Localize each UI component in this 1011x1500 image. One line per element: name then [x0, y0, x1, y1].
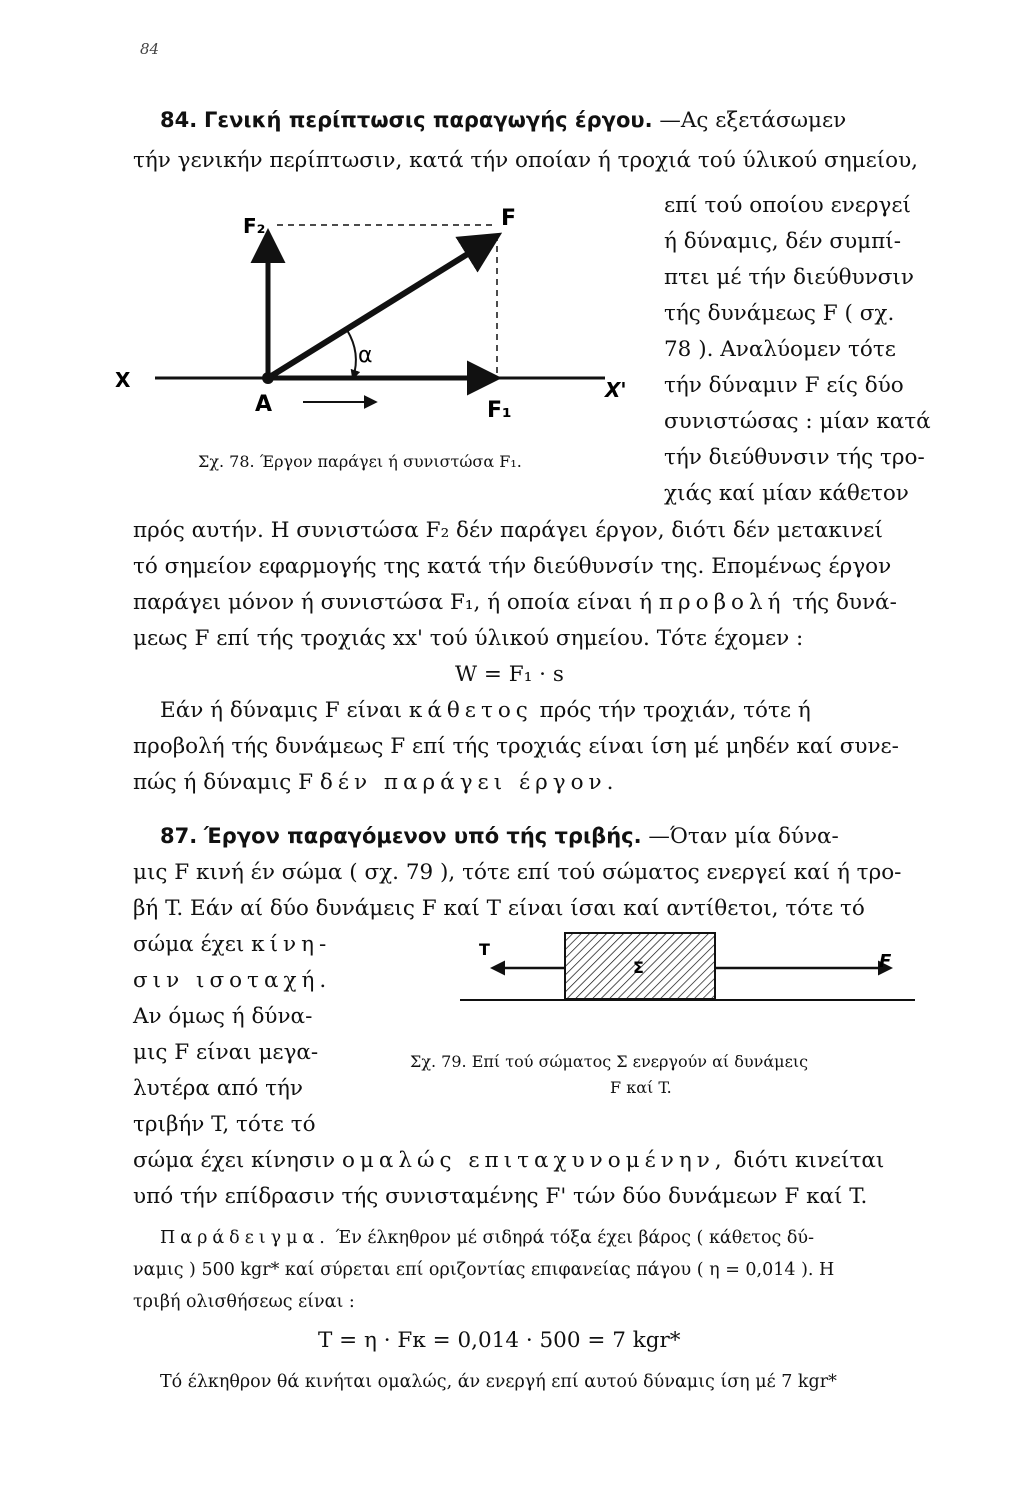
label-f1: F₁: [487, 398, 512, 423]
section-number: 84.: [160, 108, 198, 132]
spaced-word: κίνη-: [251, 932, 332, 957]
figure-78-caption: Σχ. 78. Έργον παράγει ή συνιστώσα F₁.: [198, 452, 522, 471]
text-line: [133, 592, 897, 614]
f-vector: [268, 237, 495, 378]
label-f2: F₂: [243, 214, 266, 238]
angle-arc: [347, 330, 356, 378]
text-line: τήν διεύθυνσιν τής τρο-: [664, 445, 925, 470]
text-line: επί τού οποίου ενεργεί: [664, 193, 911, 218]
text-span: παράγει μόνον ή συνιστώσα F₁, ή οποία είναι ή: [133, 590, 653, 615]
text-line: 78 ). Αναλύομεν τότε: [664, 337, 896, 362]
spaced-word: ομαλώς επιταχυνομένην,: [341, 1148, 727, 1173]
section-title: Έργον παραγόμενον υπό τής τριβής.: [204, 824, 642, 848]
spaced-word: δέν παράγει έργον.: [319, 770, 619, 795]
point-a: [262, 372, 274, 384]
text-line: [160, 700, 811, 722]
label-x-prime: X': [605, 378, 627, 402]
text-line: [133, 934, 331, 956]
figure-79-caption: Σχ. 79. Επί τού σώματος Σ ενεργούν αί δυνάμεις: [410, 1052, 809, 1071]
text-line: Αν όμως ή δύνα-: [133, 1004, 313, 1029]
text-line: μις F κινή έν σώμα ( σχ. 79 ), τότε επί τού σώματος ενεργεί καί ή τρο-: [133, 860, 902, 885]
section-84-heading: [160, 110, 846, 132]
label-f: F: [501, 206, 517, 231]
text-span: Εάν ή δύναμις F είναι: [160, 698, 403, 723]
label-alpha: α: [358, 343, 373, 368]
label-sigma: Σ: [633, 958, 644, 977]
text-line: τό σημείον εφαρμογής της κατά τήν διεύθυνσίν της. Επομένως έργον: [133, 554, 892, 579]
text-span: σώμα έχει κίνησιν: [133, 1148, 336, 1173]
example-line: τριβή ολισθήσεως είναι :: [133, 1292, 355, 1312]
label-x: X: [115, 368, 131, 392]
text-line: προβολή τής δυνάμεως F επί τής τροχιάς είναι ίση μέ μηδέν καί συνε-: [133, 734, 899, 759]
formula-friction: T = η · Fκ = 0,014 · 500 = 7 kgr*: [318, 1328, 681, 1353]
text-span: πρός τήν τροχιάν, τότε ή: [539, 698, 811, 723]
figure-79: [445, 925, 925, 1015]
text-line: πτει μέ τήν διεύθυνσιν: [664, 265, 914, 290]
text-line: υπό τήν επίδρασιν τής συνισταμένης F' τών δύο δυνάμεων F καί T.: [133, 1184, 868, 1209]
text-line: λυτέρα από τήν: [133, 1076, 303, 1101]
text-line: συνιστώσας : μίαν κατά: [664, 409, 931, 434]
example-label: Παράδειγμα.: [160, 1228, 330, 1248]
example-line: ναμις ) 500 kgr* καί σύρεται επί οριζοντίας επιφανείας πάγου ( η = 0,014 ). Η: [133, 1260, 835, 1280]
page-number: 84: [140, 40, 160, 58]
section-87-heading: [160, 826, 839, 848]
text-span: Έν έλκηθρον μέ σιδηρά τόξα έχει βάρος ( κάθετος δύ-: [335, 1228, 814, 1248]
figure-78: [115, 195, 635, 475]
example-line: Τό έλκηθρον θά κινήται ομαλώς, άν ενεργή επί αυτού δύναμις ίση μέ 7 kgr*: [160, 1372, 837, 1392]
text-line: πρός αυτήν. Η συνιστώσα F₂ δέν παράγει έργον, διότι δέν μετακινεί: [133, 518, 883, 543]
text-span: σώμα έχει: [133, 932, 245, 957]
text-line: [133, 772, 618, 794]
spaced-word: προβολή: [658, 590, 786, 615]
text-line: τής δυνάμεως F ( σχ.: [664, 301, 895, 326]
figure-79-caption: F καί T.: [610, 1078, 672, 1097]
spaced-word: σιν ισοταχή.: [133, 968, 332, 993]
spaced-word: κάθετος: [408, 698, 533, 723]
label-f: F: [879, 951, 892, 972]
section-number: 87.: [160, 824, 198, 848]
section-title: Γενική περίπτωσις παραγωγής έργου.: [204, 108, 653, 132]
text-line: τήν δύναμιν F είς δύο: [664, 373, 904, 398]
text-line: —Όταν μία δύνα-: [648, 824, 839, 849]
text-line: μεως F επί τής τροχιάς xx' τού ύλικού σημείου. Τότε έχομεν :: [133, 626, 804, 651]
formula-work: W = F₁ · s: [455, 662, 564, 687]
example-line: [160, 1228, 814, 1248]
text-line: χιάς καί μίαν κάθετον: [664, 481, 909, 506]
text-span: διότι κινείται: [733, 1148, 885, 1173]
text-line: μις F είναι μεγα-: [133, 1040, 319, 1065]
text-line: τήν γενικήν περίπτωσιν, κατά τήν οποίαν ή τροχιά τού ύλικού σημείου,: [133, 148, 918, 173]
text-line: —Ας εξετάσωμεν: [659, 108, 847, 133]
text-line: [133, 1150, 884, 1172]
text-line: βή T. Εάν αί δύο δυνάμεις F καί T είναι ίσαι καί αντίθετοι, τότε τό: [133, 896, 865, 921]
text-span: τής δυνά-: [792, 590, 897, 615]
label-t: T: [479, 940, 490, 959]
text-line: ή δύναμις, δέν συμπί-: [664, 229, 901, 254]
label-a: A: [255, 392, 273, 417]
text-line: τριβήν T, τότε τό: [133, 1112, 316, 1137]
text-span: πώς ή δύναμις F: [133, 770, 314, 795]
